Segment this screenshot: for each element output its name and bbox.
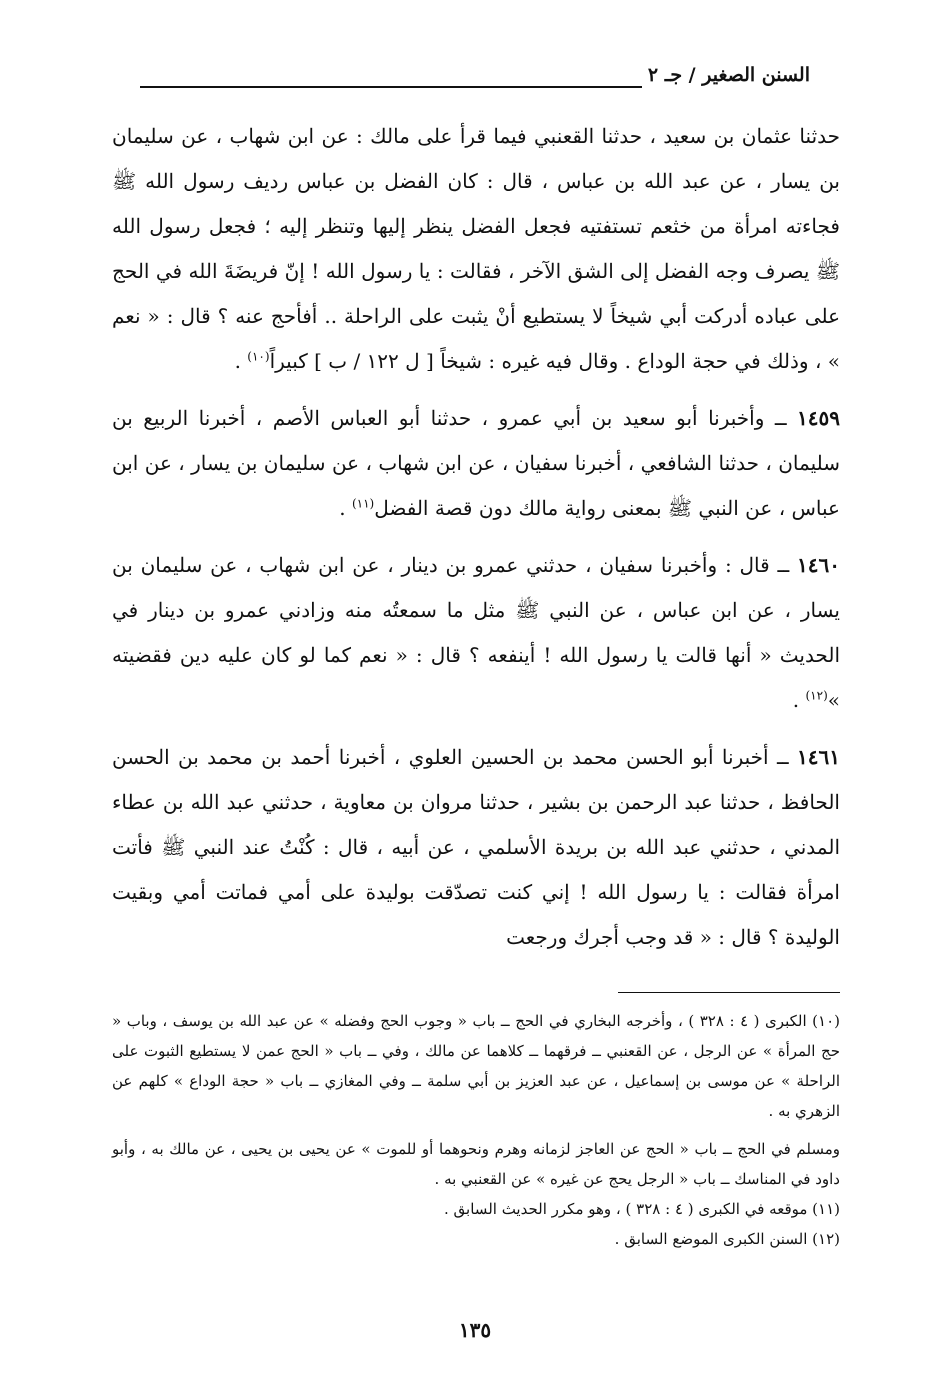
paragraph-text: حدثنا عثمان بن سعيد ، حدثنا القعنبي فيما قرأ على مالك : عن ابن شهاب ، عن سليمان بن يسار ، عن عبد الله بن عباس ، قال : كان الفضل بن عباس رديف رسول الله ﷺ فجاءته امرأة من خثعم تستفتيه فجعل الفضل ينظر إليها وتنظر إليه ؛ فجعل رسول الله ﷺ يصرف وجه الفضل إلى الشق الآخر ، فقالت : يا رسول الله ! إنّ فريضَةَ الله في الحج على عباده أدركت أبي شيخاً لا يستطيع أنْ يثبت على الراحلة .. أفأحج عنه ؟ قال : « نعم » ، وذلك في حجة الوداع . وقال فيه غيره : شيخاً [ ل ١٢٢ / ب ] كبيراً [112,124,840,373]
footnote: (١٠) الكبرى ( ٤ : ٣٢٨ ) ، وأخرجه البخاري في الحج ــ باب « وجوب الحج وفضله » عن عبد الله بن يوسف ، وباب « حج المرأة » عن الرجل ، عن القعنبي ــ فرقهما ــ كلاهما عن مالك ، وفي ــ باب « الحج عمن لا يستطيع الثبوت على الراحلة » عن موسى بن إسماعيل ، عن عبد العزيز بن أبي سلمة ــ وفي المغازي ــ باب « حجة الوداع » كلهم عن الزهري به . [112,1012,841,1120]
paragraph-text: قال : وأخبرنا سفيان ، حدثني عمرو بن دينار ، عن ابن شهاب ، عن سليمان بن يسار ، عن ابن عباس ، عن النبي ﷺ مثل ما سمعتُه منه وزادني عمرو بن دينار في الحديث « أنها قالت يا رسول الله ! أينفعه ؟ قال : « نعم كما لو كان عليه دين فقضيته » [112,553,840,712]
hadith-number: ١٤٦٠ [797,553,840,577]
footnotes [112,1006,840,1254]
hadith-number: ١٤٦١ [797,745,841,769]
paragraph-text: وأخبرنا أبو سعيد بن أبي عمرو ، حدثنا أبو العباس الأصم ، أخبرنا الربيع بن سليمان ، حدثنا الشافعي ، أخبرنا سفيان ، عن ابن شهاب ، عن سليمان بن يسار ، عن ابن عباس ، عن النبي ﷺ بمعنى رواية مالك دون قصة الفضل [112,406,840,520]
footnote: (١٢) السنن الكبرى الموضع السابق . [614,1230,840,1248]
hadith-paragraph: ١٤٦١ ــ أخبرنا أبو الحسن محمد بن الحسين العلوي ، أخبرنا أحمد بن محمد بن الحسن الحافظ ، حدثنا عبد الرحمن بن بشير ، حدثنا مروان بن معاوية ، حدثني عبد الله بن عطاء المدني ، حدثني عبد الله بن بريدة الأسلمي ، عن أبيه ، قال : كُنْتُ عند النبي ﷺ فأتت امرأة فقالت : يا رسول الله ! إني كنت تصدّقت بوليدة على أمي فماتت أمي وبقيت الوليدة ؟ قال : « قد وجب أجرك ورجعت [112,745,841,949]
page-number: ١٣٥ [458,1318,492,1342]
hadith-paragraph: حدثنا عثمان بن سعيد ، حدثنا القعنبي فيما قرأ على مالك : عن ابن شهاب ، عن سليمان بن يسار ، عن عبد الله بن عباس ، قال : كان الفضل بن عباس رديف رسول الله ﷺ فجاءته امرأة من خثعم تستفتيه فجعل الفضل ينظر إليها وتنظر إليه ؛ فجعل رسول الله ﷺ يصرف وجه الفضل إلى الشق الآخر ، فقالت : يا رسول الله ! إنّ فريضَةَ الله في الحج على عباده أدركت أبي شيخاً لا يستطيع أنْ يثبت على الراحلة .. أفأحج عنه ؟ قال : « نعم » ، وذلك في حجة الوداع . وقال فيه غيره : شيخاً [ ل ١٢٢ / ب ] كبيراً$^{(١٠)}$ . [112,124,840,373]
hadith-body [112,114,840,960]
hadith-paragraph: ١٤٦٠ ــ قال : وأخبرنا سفيان ، حدثني عمرو بن دينار ، عن ابن شهاب ، عن سليمان بن يسار ، عن ابن عباس ، عن النبي ﷺ مثل ما سمعتُه منه وزادني عمرو بن دينار في الحديث « أنها قالت يا رسول الله ! أينفعه ؟ قال : « نعم كما لو كان عليه دين فقضيته »$^{(١٢)}$ . [112,553,840,712]
running-header [140,62,810,92]
header-rule [140,86,642,88]
footnote-ref: (١١) [351,496,375,511]
paragraph-text: أخبرنا أبو الحسن محمد بن الحسين العلوي ، أخبرنا أحمد بن محمد بن الحسن الحافظ ، حدثنا عبد الرحمن بن بشير ، حدثنا مروان بن معاوية ، حدثني عبد الله بن عطاء المدني ، حدثني عبد الله بن بريدة الأسلمي ، عن أبيه ، قال : كُنْتُ عند النبي ﷺ فأتت امرأة فقالت : يا رسول الله ! إني كنت تصدّقت بوليدة على أمي فماتت أمي وبقيت الوليدة ؟ قال : « قد وجب أجرك ورجعت [112,745,840,949]
footnote-ref: (١٢) [805,688,828,703]
hadith-number: ١٤٥٩ [797,406,841,430]
footnote-separator [618,992,840,993]
running-title: السنن الصغير / جـ ٢ [647,64,810,86]
footnote: (١١) موقعه في الكبرى ( ٤ : ٣٢٨ ) ، وهو مكرر الحديث السابق . [444,1200,840,1218]
footnote: ومسلم في الحج ــ باب « الحج عن العاجز لزمانه وهرم ونحوهما أو للموت » عن يحيى بن يحيى ، عن مالك به ، وأبو داود في المناسك ــ باب « الرجل يحج عن غيره » عن القعنبي به . [112,1140,840,1188]
hadith-paragraph: ١٤٥٩ ــ وأخبرنا أبو سعيد بن أبي عمرو ، حدثنا أبو العباس الأصم ، أخبرنا الربيع بن سليمان ، حدثنا الشافعي ، أخبرنا سفيان ، عن ابن شهاب ، عن سليمان بن يسار ، عن ابن عباس ، عن النبي ﷺ بمعنى رواية مالك دون قصة الفضل$^{(١١)}$ . [112,406,841,520]
footnote-ref: (١٠) [247,349,270,364]
